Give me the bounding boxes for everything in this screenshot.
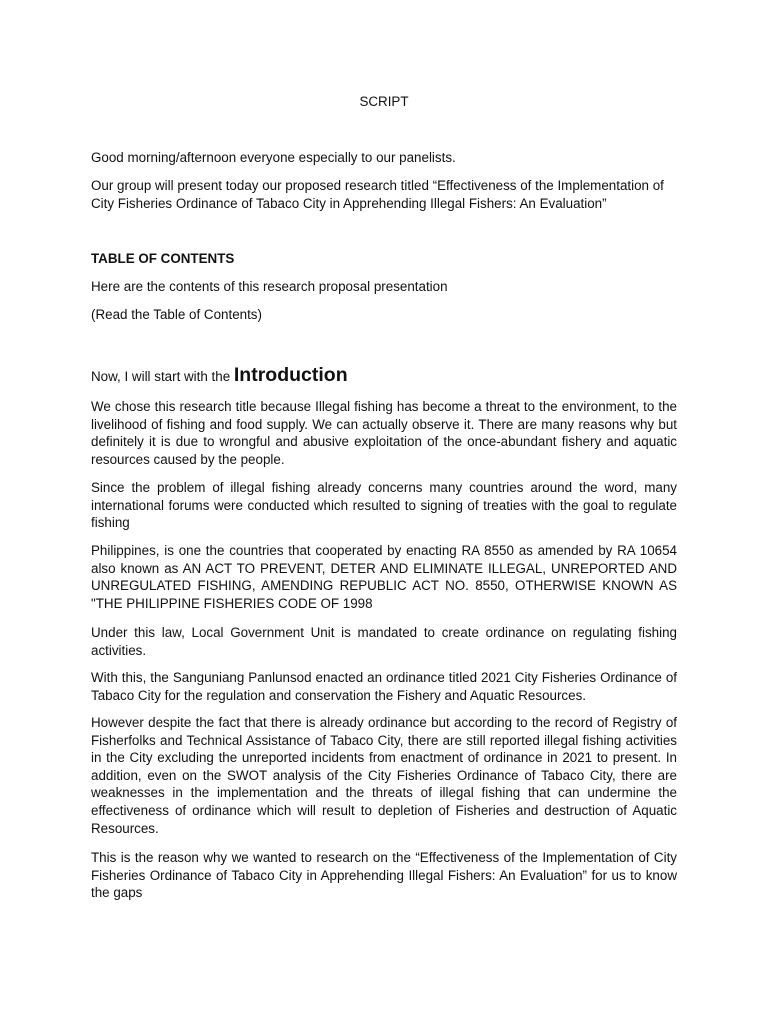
toc-heading: TABLE OF CONTENTS (91, 251, 235, 266)
introduction-lead-line (91, 362, 677, 390)
body-paragraph: With this, the Sanguniang Panlunsod enacted an ordinance titled 2021 City Fisheries Ordinance of Tabaco City for the regulation and conservation the Fishery and Aquatic Resources. (91, 670, 677, 703)
presentation-intro-paragraph: Our group will present today our proposed research titled “Effectiveness of the Implementation of City Fisheries Ordinance of Tabaco City in Apprehending Illegal Fishers: An Evaluation” (91, 178, 664, 211)
document-page (91, 0, 677, 1024)
body-paragraph: Under this law, Local Government Unit is mandated to create ordinance on regulating fishing activities. (91, 625, 677, 658)
document-title: SCRIPT (359, 94, 409, 109)
body-paragraph: This is the reason why we wanted to research on the “Effectiveness of the Implementation of City Fisheries Ordinance of Tabaco City in Apprehending Illegal Fishers: An Evaluation” for us to know the gaps (91, 850, 677, 901)
toc-intro-paragraph: Here are the contents of this research proposal presentation (91, 279, 448, 294)
toc-instruction-paragraph: (Read the Table of Contents) (91, 307, 262, 322)
body-paragraph: Since the problem of illegal fishing already concerns many countries around the word, many international forums were conducted which resulted to signing of treaties with the goal to regulate fishing (91, 480, 677, 531)
body-paragraph: We chose this research title because Illegal fishing has become a threat to the environment, to the livelihood of fishing and food supply. We can actually observe it. There are many reasons why but definitely it is due to wrongful and abusive exploitation of the once-abundant fishery and aquatic resources caused by the people. (91, 399, 677, 467)
greeting-paragraph: Good morning/afternoon everyone especially to our panelists. (91, 150, 456, 165)
body-paragraph: However despite the fact that there is already ordinance but according to the record of Registry of Fisherfolks and Technical Assistance of Tabaco City, there are still reported illegal fishing activities in the City excluding the unreported incidents from enactment of ordinance in 2021 to present. In addition, even on the SWOT analysis of the City Fisheries Ordinance of Tabaco City, there are weaknesses in the implementation and the threats of illegal fishing that can undermine the effectiveness of ordinance which will result to depletion of Fisheries and destruction of Aquatic Resources. (91, 715, 677, 836)
introduction-heading: Introduction (233, 364, 348, 386)
introduction-lead-text: Now, I will start with the (91, 369, 234, 384)
body-paragraph: Philippines, is one the countries that cooperated by enacting RA 8550 as amended by RA 10654 also known as AN ACT TO PREVENT, DETER AND ELIMINATE ILLEGAL, UNREPORTED AND UNREGULATED FISHING, AMENDING REPUBLIC ACT NO. 8550, OTHERWISE KNOWN AS "THE PHILIPPINE FISHERIES CODE OF 1998 (91, 543, 677, 611)
